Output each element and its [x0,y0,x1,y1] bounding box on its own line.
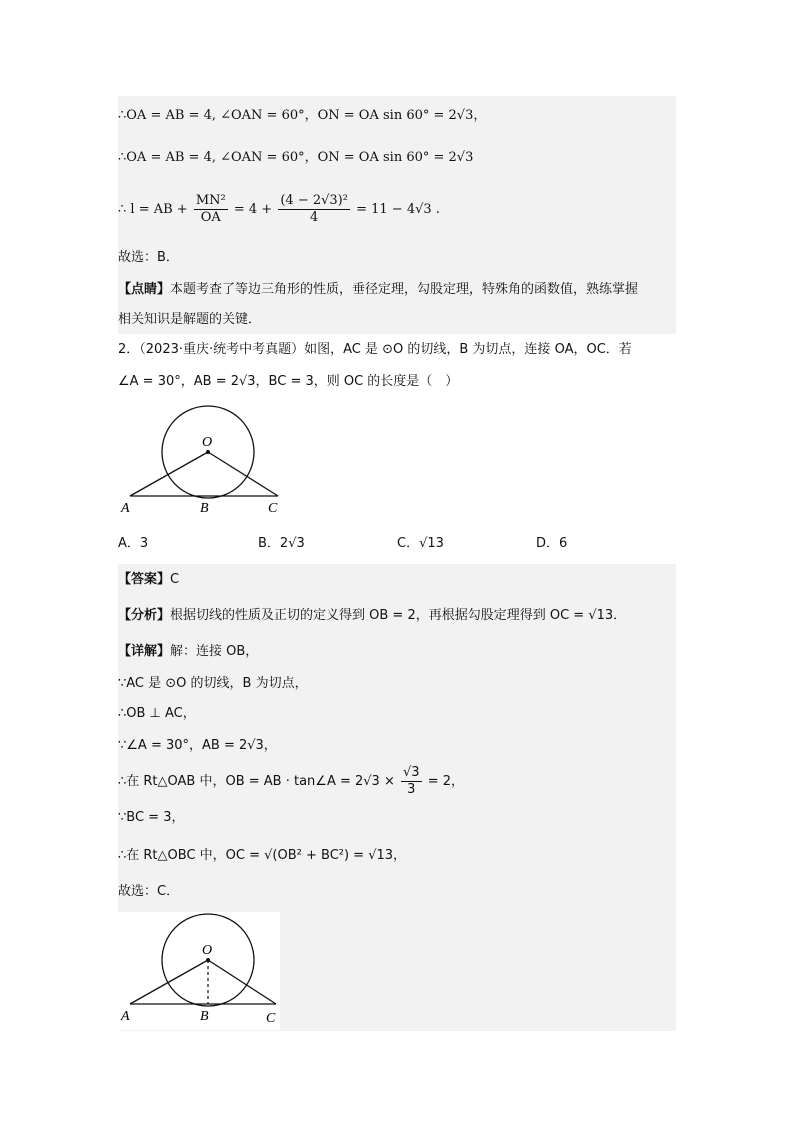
fraction-denominator: 4 [310,210,319,225]
label-b: B [200,501,209,516]
fraction-mn-oa [194,193,228,226]
line3-mid: = 4 + [233,202,273,217]
comment-text: 本题考查了等边三角形的性质，垂径定理，勾股定理，特殊角的函数值，熟练掌握 [170,282,639,297]
step-5: ∵BC = 3， [118,810,185,825]
solution-line-1: ∴OA = AB = 4, ∠OAN = 60°，ON = OA sin 60° = 2√3， [118,108,487,123]
segment-oc [208,452,278,496]
option-d: D．6 [536,536,568,551]
step-4 [118,764,464,800]
center-dot [206,958,210,962]
solution-line-2: ∴OA = AB = 4, ∠OAN = 60°，ON = OA sin 60° = 2√3 [118,150,474,165]
option-c: C．√13 [397,536,444,551]
detail-text: 解：连接 OB， [170,644,259,659]
detail-tag: 【详解】 [118,644,171,659]
question-figure [118,400,288,524]
comment-tag: 【点睛】 [118,282,171,297]
label-c: C [268,501,278,516]
label-o: O [202,435,213,450]
solution-line-3 [118,190,440,230]
analysis-tag: 【分析】 [118,608,171,623]
fraction-root3-3 [401,765,422,798]
step-1: ∵AC 是 ⊙O 的切线，B 为切点， [118,676,308,691]
label-a: A [121,501,130,516]
detail-line [118,642,258,662]
question-2-line-1: 2．（2023·重庆·统考中考真题）如图，AC 是 ⊙O 的切线，B 为切点，连接 OA，OC．若 [118,342,632,357]
segment-oc [208,960,276,1004]
segment-oa [130,452,208,496]
option-b: B．2√3 [258,536,305,551]
fraction-numerator: √3 [403,765,420,780]
answer-value: C [170,572,180,587]
comment-line-1 [118,280,638,300]
line3-suffix: = 11 − 4√3 . [356,202,440,217]
step-6: ∴在 Rt△OBC 中，OC = √(OB² + BC²) = √13， [118,848,407,863]
answer-line [118,570,179,590]
question-2-line-2: ∠A = 30°，AB = 2√3，BC = 3，则 OC 的长度是（ ） [118,374,459,389]
step-4-prefix: ∴在 Rt△OAB 中，OB = AB · tan∠A = 2√3 × [118,774,395,789]
label-a: A [121,1009,130,1024]
label-b: B [200,1009,209,1024]
step-3: ∵∠A = 30°，AB = 2√3， [118,738,277,753]
fraction-numerator: (4 − 2√3)² [280,193,348,208]
label-c: C [266,1011,276,1026]
fraction-denominator: OA [200,210,221,225]
center-dot [206,450,210,454]
fraction-denominator: 3 [407,782,416,797]
segment-oa [130,960,208,1004]
step-4-suffix: = 2， [427,774,464,789]
solution-figure [118,912,280,1030]
step-2: ∴OB ⊥ AC， [118,706,196,721]
fraction-squared [278,193,350,226]
fraction-numerator: MN² [195,193,226,208]
step-7: 故选：C． [118,884,180,899]
analysis-line [118,606,626,626]
line3-prefix: ∴ l = AB + [118,202,188,217]
answer-tag: 【答案】 [118,572,171,587]
option-a: A．3 [118,536,149,551]
choice-b: 故选：B． [118,250,179,265]
comment-line-2: 相关知识是解题的关键． [118,312,262,327]
label-o: O [202,943,213,958]
analysis-text: 根据切线的性质及正切的定义得到 OB = 2，再根据勾股定理得到 OC = √13． [170,608,627,623]
